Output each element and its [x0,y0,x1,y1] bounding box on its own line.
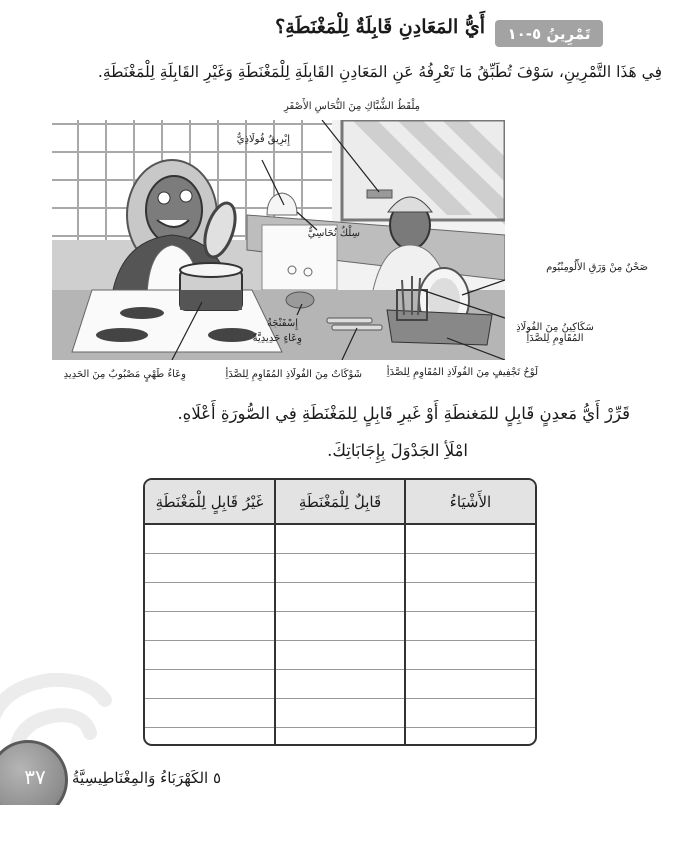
cell-object[interactable] [405,699,535,728]
instruction-decide: قَرِّرْ أَيُّ مَعدِنٍ قَابِلٍ للمَغنطَةِ أَوْ غَيرِ قَابِلٍ لِلمَغْنَطَةِ فِي الصُّورَةِ أَعْلَاهِ. [177,404,630,423]
page-number: ٣٧ [0,740,68,805]
cell-magnetic[interactable] [275,554,405,583]
table-row [145,641,535,670]
header-non-magnetic: غَيْرُ قَابِلٍ لِلْمَغْنَطَةِ [145,480,275,524]
cell-non-magnetic[interactable] [145,728,275,747]
cell-magnetic[interactable] [275,670,405,699]
cell-non-magnetic[interactable] [145,583,275,612]
label-drying-rack: لَوْحُ تَجْفِيفٍ مِنَ الفُولَاذِ المُقَاوِمِ لِلصَّدَأِ [386,367,538,378]
cell-object[interactable] [405,583,535,612]
intro-text: فِي هَذَا التَّمْرِينِ، سَوْفَ تُطَبِّقُ مَا تَعْرِفُهُ عَنِ المَعَادِنِ القَابِلَةِ لِلْمَغْنَطَةِ وَغَيْرِ القَابِلَةِ لِلْمَغْنَطَةِ. [97,63,662,81]
label-stainless-forks: شَوْكَاتٌ مِنَ الفُولَاذِ المُقَاوِمِ لِلصَّدَأِ [225,369,362,380]
label-aluminium-plate: صَحْنٌ مِنْ وَرَقِ الأَلُومِنْيُوم [546,262,648,273]
table-row [145,583,535,612]
label-steel-kettle: إِبْرِيقٌ فُولَاذِيٌّ [236,134,290,145]
answer-table [143,478,537,746]
cell-object[interactable] [405,554,535,583]
cell-object[interactable] [405,670,535,699]
cell-object[interactable] [405,728,535,747]
table-row [145,670,535,699]
cell-non-magnetic[interactable] [145,670,275,699]
exercise-badge: تَمْرِينُ ٥-١٠ [495,20,603,47]
table-row [145,728,535,747]
label-window-latch: مِلْقَطُ الشُّبَّاكِ مِنَ النُّحَاسِ الأَصْفَرِ [283,101,420,112]
page-number-badge [0,700,90,805]
label-copper-wire: سِلْكٌ نُحَاسِيٌّ [307,228,360,239]
cell-non-magnetic[interactable] [145,524,275,554]
cell-object[interactable] [405,641,535,670]
cell-magnetic[interactable] [275,641,405,670]
instruction-fill-table: امْلَأِ الجَدْوَلَ بِإِجَابَاتِكَ. [327,441,468,460]
label-cast-iron-pot: وِعَاءُ طَهْيٍ مَصْبُوبٌ مِنَ الحَدِيدِ [63,369,186,380]
cell-non-magnetic[interactable] [145,641,275,670]
table-row [145,524,535,554]
cell-magnetic[interactable] [275,728,405,747]
label-sponge-line1: إِسْفَنْجَةُ [266,318,298,329]
cell-magnetic[interactable] [275,524,405,554]
table-header-row [145,480,535,524]
header-magnetic: قَابِلٌ لِلْمَغْنَطَةِ [275,480,405,524]
cell-non-magnetic[interactable] [145,699,275,728]
chapter-title: ٥ الكَهْرَبَاءُ وَالمِغْنَاطِيسِيَّةُ [72,769,222,787]
cell-object[interactable] [405,612,535,641]
cell-non-magnetic[interactable] [145,612,275,641]
cell-non-magnetic[interactable] [145,554,275,583]
page-title: أَيُّ المَعَادِنِ قَابِلَةٌ لِلْمَغْنَطَةِ؟ [275,16,485,38]
table-row [145,554,535,583]
cell-magnetic[interactable] [275,699,405,728]
table-row [145,699,535,728]
header-objects: الأَشْيَاءُ [405,480,535,524]
label-stainless-knives: سَكَاكِينُ مِنَ الفُولَاذِ المُقَاوِمِ لِلصَّدَأِ [516,322,594,344]
cell-object[interactable] [405,524,535,554]
table-row [145,612,535,641]
cell-magnetic[interactable] [275,583,405,612]
label-sponge-line2: وِعَاءٍ حَدِيدِيَّةٌ [252,333,302,344]
cell-magnetic[interactable] [275,612,405,641]
